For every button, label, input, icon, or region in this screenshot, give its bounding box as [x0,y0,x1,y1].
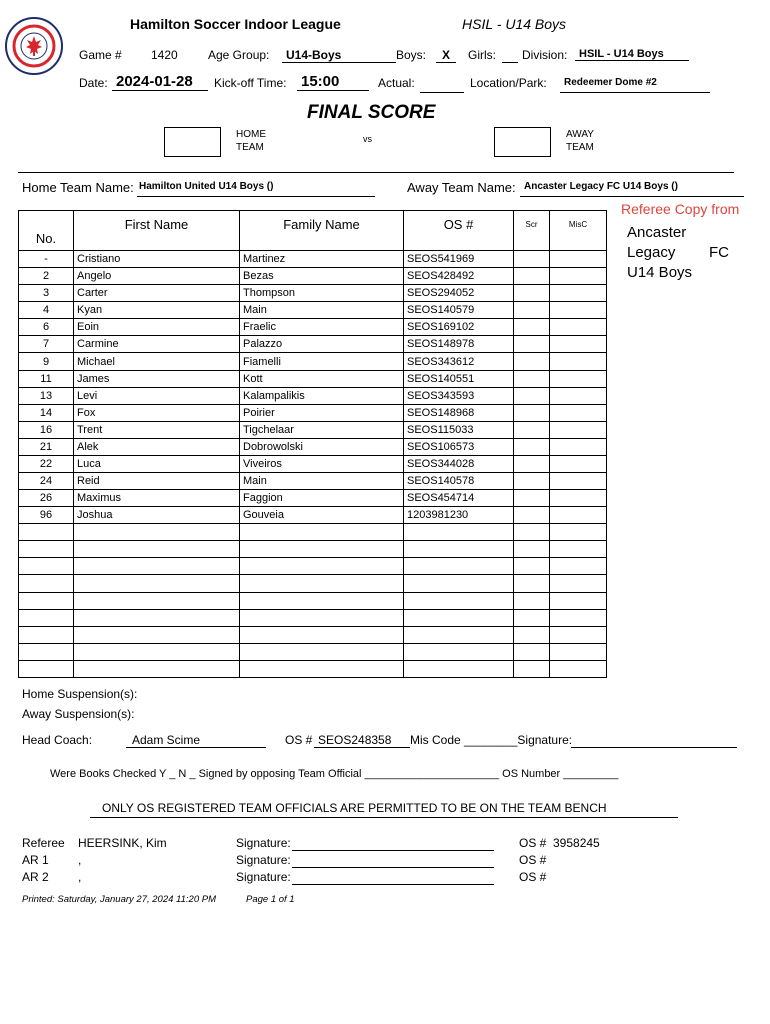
player-os-number: SEOS140551 [404,370,514,387]
player-family-name: Bezas [240,268,404,285]
coach-os-value[interactable]: SEOS248358 [314,733,410,748]
player-score[interactable] [514,268,550,285]
player-score[interactable] [514,404,550,421]
player-os-number: SEOS106573 [404,438,514,455]
player-score[interactable] [514,387,550,404]
player-misconduct[interactable] [550,319,607,336]
player-score[interactable] [514,490,550,507]
player-number: 2 [19,268,74,285]
player-score[interactable] [514,507,550,524]
table-row [19,473,607,490]
player-os-number: SEOS454714 [404,490,514,507]
table-row [19,541,607,558]
books-checked-line: Were Books Checked Y _ N _ Signed by opposing Team Official ______________________ OS Number _________ [50,768,619,780]
player-family-name: Dobrowolski [240,438,404,455]
player-first-name: James [74,370,240,387]
referee-copy-team-line1: Ancaster [627,224,687,241]
player-family-name [240,541,404,558]
player-number: 96 [19,507,74,524]
col-header-os-number: OS # [404,211,514,251]
player-number [19,609,74,626]
player-misconduct[interactable] [550,251,607,268]
player-misconduct[interactable] [550,558,607,575]
player-first-name: Reid [74,473,240,490]
referee-copy-title: Referee Copy from [621,201,740,217]
table-row [19,370,607,387]
player-family-name: Tigchelaar [240,421,404,438]
table-row [19,404,607,421]
table-row [19,285,607,302]
league-short-title: HSIL - U14 Boys [462,16,567,32]
player-number: 14 [19,404,74,421]
player-os-number: SEOS541969 [404,251,514,268]
player-score[interactable] [514,643,550,660]
player-family-name [240,575,404,592]
away-caption-line2: TEAM [566,142,594,153]
roster-table [18,210,607,678]
player-misconduct[interactable] [550,268,607,285]
player-score[interactable] [514,592,550,609]
player-misconduct[interactable] [550,490,607,507]
home-caption-line1: HOME [236,129,266,140]
official-signature-label: Signature: [236,870,291,884]
table-row [19,387,607,404]
player-first-name [74,592,240,609]
page-indicator: Page 1 of 1 [246,894,295,905]
player-score[interactable] [514,524,550,541]
player-family-name [240,558,404,575]
player-family-name: Faggion [240,490,404,507]
player-number: 16 [19,421,74,438]
table-row [19,643,607,660]
table-row [19,490,607,507]
table-row [19,575,607,592]
player-score[interactable] [514,626,550,643]
player-family-name [240,524,404,541]
table-row [19,626,607,643]
player-number: 24 [19,473,74,490]
head-coach-label: Head Coach: [22,733,93,747]
player-misconduct[interactable] [550,507,607,524]
player-score[interactable] [514,336,550,353]
location-field[interactable]: Redeemer Dome #2 [560,77,710,93]
player-score[interactable] [514,251,550,268]
divider [18,172,734,173]
official-row [22,870,742,887]
printed-timestamp: Printed: Saturday, January 27, 2024 11:20 PM [22,894,216,905]
player-score[interactable] [514,319,550,336]
player-number: 11 [19,370,74,387]
player-family-name [240,592,404,609]
player-score[interactable] [514,455,550,472]
table-row [19,558,607,575]
game-label: Game # [79,48,122,62]
boys-field[interactable]: X [436,48,456,63]
player-first-name: Cristiano [74,251,240,268]
player-first-name: Fox [74,404,240,421]
player-first-name: Michael [74,353,240,370]
head-coach-name[interactable]: Adam Scime [126,733,266,748]
home-suspensions-label: Home Suspension(s): [22,687,138,701]
away-suspensions-label: Away Suspension(s): [22,707,135,721]
player-family-name: Viveiros [240,455,404,472]
player-misconduct[interactable] [550,285,607,302]
official-role: AR 1 [22,853,49,867]
player-score[interactable] [514,421,550,438]
player-misconduct[interactable] [550,387,607,404]
official-os-label: OS # [519,853,547,867]
official-name: HEERSINK, Kim [78,836,167,850]
player-number [19,575,74,592]
player-misconduct[interactable] [550,421,607,438]
player-number: 26 [19,490,74,507]
vs-label: vs [363,134,372,144]
date-label: Date: [79,76,108,90]
kickoff-field[interactable]: 15:00 [297,73,369,91]
player-score[interactable] [514,558,550,575]
player-misconduct[interactable] [550,626,607,643]
col-header-score: Scr [514,211,550,251]
coach-signature-line[interactable] [571,747,737,748]
official-name: , [78,870,82,884]
age-group-label: Age Group: [208,48,270,62]
col-header-first-name: First Name [74,211,240,251]
official-role: Referee [22,836,65,850]
player-first-name [74,609,240,626]
player-number: 21 [19,438,74,455]
official-role: AR 2 [22,870,49,884]
player-family-name: Martinez [240,251,404,268]
table-row [19,268,607,285]
player-misconduct[interactable] [550,660,607,677]
player-number: 22 [19,455,74,472]
player-score[interactable] [514,660,550,677]
player-family-name [240,626,404,643]
player-first-name [74,643,240,660]
player-first-name [74,558,240,575]
player-family-name: Kalampalikis [240,387,404,404]
player-number [19,660,74,677]
player-first-name [74,660,240,677]
kickoff-label: Kick-off Time: [214,76,287,90]
player-score[interactable] [514,473,550,490]
player-number: 6 [19,319,74,336]
official-os-value: 3958245 [553,836,600,850]
league-title: Hamilton Soccer Indoor League [130,16,341,32]
col-header-misconduct: MisC [550,211,607,251]
official-os-label: OS # [519,870,547,884]
away-team-label: Away Team Name: [407,180,516,195]
game-number: 1420 [151,48,178,62]
player-family-name [240,643,404,660]
player-os-number: SEOS140578 [404,473,514,490]
player-os-number: SEOS344028 [404,455,514,472]
player-first-name: Maximus [74,490,240,507]
away-score-box[interactable] [494,127,551,157]
player-number [19,558,74,575]
player-first-name [74,575,240,592]
table-row [19,319,607,336]
table-row [19,455,607,472]
player-number: 3 [19,285,74,302]
player-misconduct[interactable] [550,541,607,558]
player-number [19,643,74,660]
player-family-name: Kott [240,370,404,387]
officials-block [22,836,742,887]
player-family-name: Gouveia [240,507,404,524]
division-field[interactable]: HSIL - U14 Boys [575,48,689,61]
official-signature-label: Signature: [236,853,291,867]
table-row [19,524,607,541]
player-os-number: SEOS343612 [404,353,514,370]
official-name: , [78,853,82,867]
league-logo [4,16,64,76]
player-score[interactable] [514,438,550,455]
player-family-name: Main [240,302,404,319]
official-signature-line[interactable] [292,850,494,851]
player-misconduct[interactable] [550,592,607,609]
official-row [22,836,742,853]
official-signature-line[interactable] [292,867,494,868]
player-number [19,524,74,541]
table-row [19,251,607,268]
table-row [19,592,607,609]
actual-field[interactable] [420,76,464,93]
table-row [19,421,607,438]
player-first-name: Angelo [74,268,240,285]
player-family-name: Fraelic [240,319,404,336]
final-score-title: FINAL SCORE [307,102,436,123]
actual-label: Actual: [378,76,415,90]
player-family-name: Thompson [240,285,404,302]
player-misconduct[interactable] [550,370,607,387]
player-misconduct[interactable] [550,643,607,660]
home-team-label: Home Team Name: [22,180,134,195]
referee-copy-team-line2b: FC [709,244,729,261]
player-score[interactable] [514,370,550,387]
player-score[interactable] [514,541,550,558]
referee-copy-team-line3: U14 Boys [627,264,693,281]
table-row [19,507,607,524]
official-signature-label: Signature: [236,836,291,850]
player-first-name [74,626,240,643]
player-misconduct[interactable] [550,336,607,353]
away-team-name[interactable]: Ancaster Legacy FC U14 Boys () [520,181,744,197]
player-score[interactable] [514,285,550,302]
official-os-label: OS # [519,836,547,850]
girls-label: Girls: [468,48,496,62]
player-first-name [74,541,240,558]
player-number [19,592,74,609]
player-misconduct[interactable] [550,438,607,455]
table-row [19,353,607,370]
player-misconduct[interactable] [550,473,607,490]
player-os-number [404,541,514,558]
player-misconduct[interactable] [550,455,607,472]
girls-field[interactable] [502,48,518,63]
official-signature-line[interactable] [292,884,494,885]
player-misconduct[interactable] [550,353,607,370]
player-number: 9 [19,353,74,370]
boys-label: Boys: [396,48,427,62]
coach-mis-code-signature: Mis Code ________Signature: [410,733,573,747]
player-number: 4 [19,302,74,319]
bench-notice: ONLY OS REGISTERED TEAM OFFICIALS ARE PERMITTED TO BE ON THE TEAM BENCH [102,801,607,815]
player-os-number: SEOS169102 [404,319,514,336]
player-first-name: Eoin [74,319,240,336]
player-os-number: SEOS115033 [404,421,514,438]
player-first-name: Carter [74,285,240,302]
table-row [19,438,607,455]
player-family-name: Palazzo [240,336,404,353]
player-misconduct[interactable] [550,609,607,626]
player-os-number [404,592,514,609]
player-os-number [404,643,514,660]
player-family-name: Poirier [240,404,404,421]
player-family-name: Main [240,473,404,490]
coach-os-label: OS # [285,733,313,747]
player-number [19,541,74,558]
player-os-number: SEOS148978 [404,336,514,353]
player-os-number: 1203981230 [404,507,514,524]
player-os-number [404,524,514,541]
table-row [19,609,607,626]
home-score-box[interactable] [164,127,221,157]
player-first-name: Kyan [74,302,240,319]
player-os-number: SEOS148968 [404,404,514,421]
referee-copy-team-line2a: Legacy [627,244,676,261]
player-score[interactable] [514,609,550,626]
table-row [19,660,607,677]
player-family-name [240,660,404,677]
date-field[interactable]: 2024-01-28 [112,73,208,91]
age-group-field[interactable]: U14-Boys [282,48,396,63]
player-number: - [19,251,74,268]
col-header-family-name: Family Name [240,211,404,251]
player-first-name: Levi [74,387,240,404]
player-score[interactable] [514,353,550,370]
away-team-caption [566,128,594,154]
roster-header-row [19,211,607,251]
player-number [19,626,74,643]
player-os-number [404,626,514,643]
table-row [19,336,607,353]
player-first-name: Luca [74,455,240,472]
home-team-name[interactable]: Hamilton United U14 Boys () [137,181,375,197]
player-os-number: SEOS343593 [404,387,514,404]
player-number: 13 [19,387,74,404]
col-header-number: No. [19,211,74,251]
division-label: Division: [522,48,568,62]
player-misconduct[interactable] [550,575,607,592]
player-first-name: Trent [74,421,240,438]
player-os-number: SEOS428492 [404,268,514,285]
official-row [22,853,742,870]
player-first-name: Joshua [74,507,240,524]
player-os-number: SEOS140579 [404,302,514,319]
player-first-name [74,524,240,541]
player-misconduct[interactable] [550,524,607,541]
bench-notice-underline [90,817,678,818]
table-row [19,302,607,319]
player-first-name: Alek [74,438,240,455]
player-os-number [404,558,514,575]
player-os-number [404,575,514,592]
player-misconduct[interactable] [550,302,607,319]
player-misconduct[interactable] [550,404,607,421]
home-caption-line2: TEAM [236,142,264,153]
player-score[interactable] [514,302,550,319]
player-score[interactable] [514,575,550,592]
player-os-number [404,609,514,626]
player-number: 7 [19,336,74,353]
player-family-name [240,609,404,626]
away-caption-line1: AWAY [566,129,594,140]
player-os-number [404,660,514,677]
player-first-name: Carmine [74,336,240,353]
player-os-number: SEOS294052 [404,285,514,302]
location-label: Location/Park: [470,76,547,90]
player-family-name: Fiamelli [240,353,404,370]
home-team-caption [236,128,266,154]
